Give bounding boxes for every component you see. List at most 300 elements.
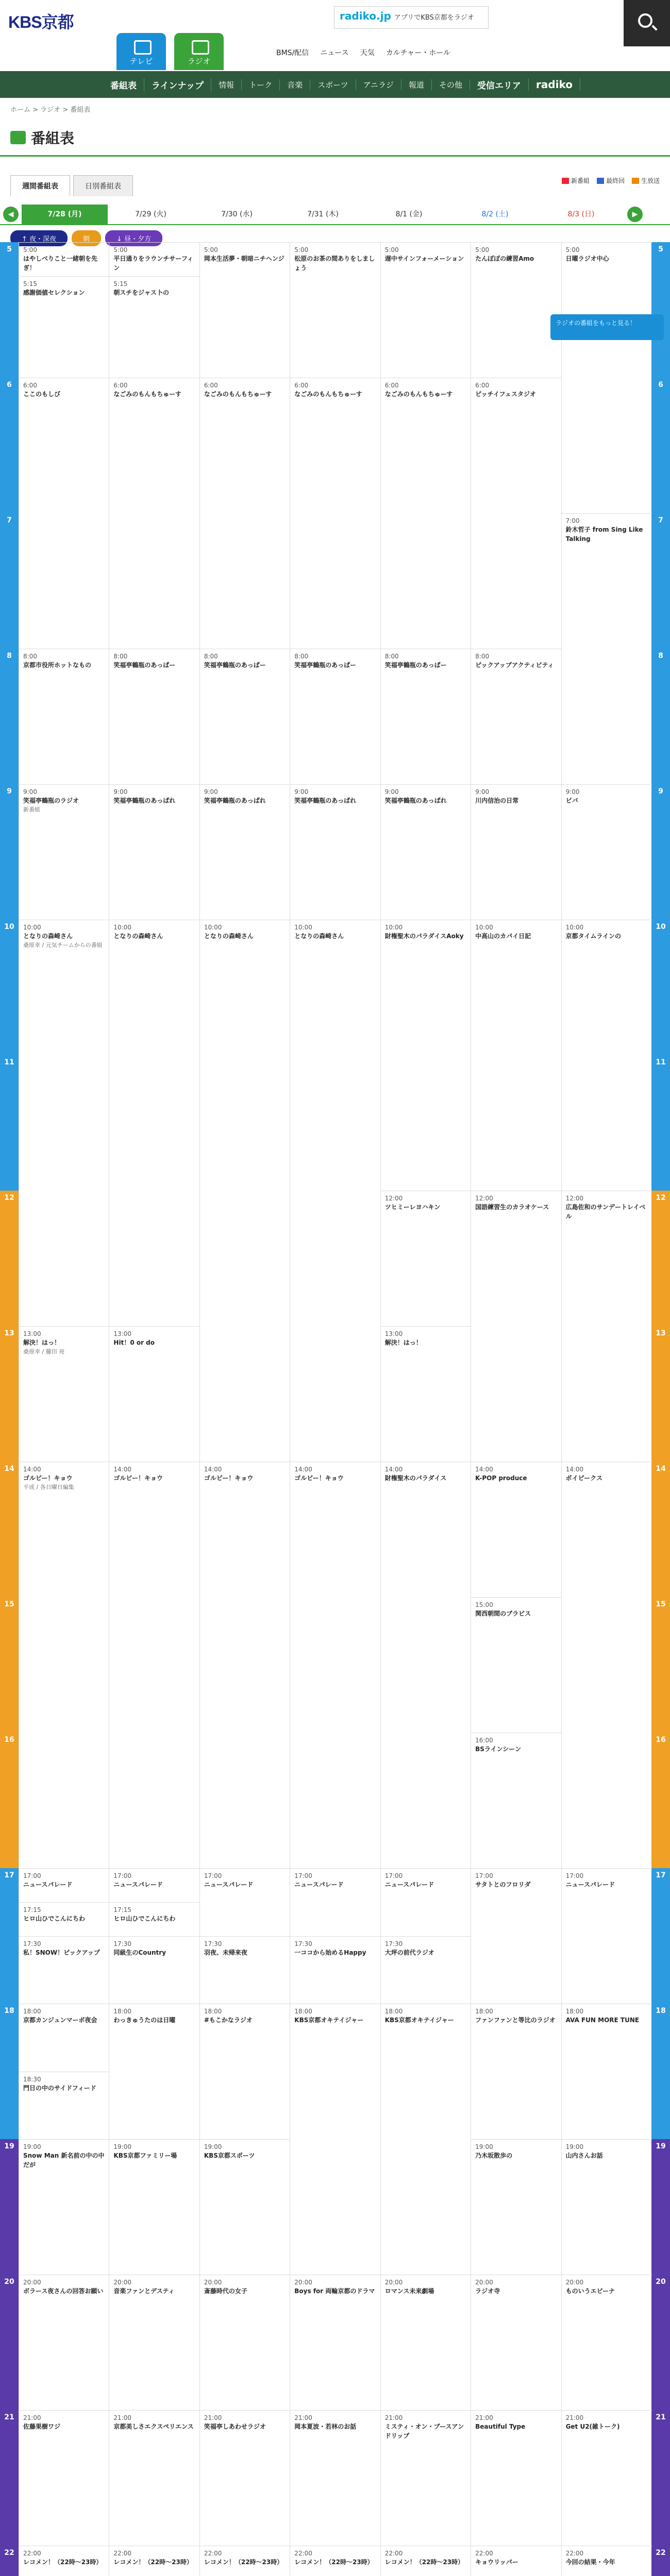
program-time: 21:00 <box>204 2414 222 2421</box>
legend-final <box>597 176 625 185</box>
gnav-sports[interactable]: スポーツ <box>310 79 356 90</box>
hour-label: 15 <box>651 1597 670 1733</box>
program-title: 同級生のCountry <box>113 1948 166 1956</box>
program-time: 17:30 <box>23 1940 41 1947</box>
program-time: 16:00 <box>475 1737 493 1744</box>
date-tab[interactable]: 8/1 (金) <box>395 210 423 218</box>
program-cell[interactable] <box>471 1462 561 1597</box>
radiko-banner[interactable] <box>334 6 489 29</box>
program-cell[interactable] <box>562 2546 652 2576</box>
program-time: 17:00 <box>565 1872 584 1879</box>
hour-label: 11 <box>651 1055 670 1191</box>
program-title: 朝スチをジャス卜の <box>113 289 169 297</box>
gnav-report[interactable]: 報道 <box>401 79 432 90</box>
program-cell[interactable] <box>109 1902 199 1936</box>
hour-label: 21 <box>0 2410 19 2546</box>
tab-daily[interactable]: 日別番組表 <box>73 175 133 196</box>
program-time: 22:00 <box>565 2550 584 2557</box>
top-nav <box>276 47 450 58</box>
date-tab[interactable]: 7/31 (木) <box>307 210 339 218</box>
program-cell[interactable] <box>562 920 652 1191</box>
program-cell[interactable] <box>381 784 471 920</box>
program-cell[interactable] <box>200 2139 290 2275</box>
program-title: 鈴木哲子 from Sing Like Talking <box>565 526 643 543</box>
program-cell[interactable] <box>19 2072 109 2140</box>
program-performer: 平成 / 各日曜日編集 <box>23 1483 74 1490</box>
program-cell[interactable] <box>562 2139 652 2275</box>
program-time: 17:30 <box>204 1940 222 1947</box>
program-cell[interactable] <box>381 649 471 784</box>
program-title: Hit！0 or do <box>113 1339 155 1347</box>
site-logo[interactable] <box>8 9 74 33</box>
date-tab[interactable]: 8/3 (日) <box>567 210 595 218</box>
program-cell[interactable] <box>381 920 471 1191</box>
page-title-text: 番組表 <box>31 130 75 147</box>
program-title: 平日通りをラウンチサーフィン <box>113 255 193 272</box>
program-time: 9:00 <box>113 788 128 795</box>
program-time: 19:00 <box>565 2143 584 2150</box>
program-cell[interactable] <box>381 2275 471 2410</box>
program-title: なごみのもんもちゅーす <box>384 391 453 398</box>
program-title: 国語練習生のカラオケース <box>475 1204 549 1211</box>
program-cell[interactable] <box>19 2410 109 2546</box>
program-title: 笑福亭鶴瓶のあっぱれ <box>204 797 266 805</box>
more-radio-button[interactable]: ラジオの番組をもっと見る！ <box>550 314 664 340</box>
program-time: 17:00 <box>23 1872 41 1879</box>
program-title: ボラース夜さんの回答お願い <box>23 2287 104 2295</box>
gnav-anime[interactable]: アニラジ <box>356 79 401 90</box>
program-cell[interactable] <box>19 378 109 649</box>
program-cell[interactable] <box>109 784 199 920</box>
program-title: 京都タイムラインの <box>565 933 621 940</box>
program-title: たんぽぽの練習Amo <box>475 255 534 263</box>
program-time: 13:00 <box>384 1330 403 1337</box>
program-title: 岡本生活夢・朝暗ニチヘンジ <box>204 255 284 263</box>
gnav-other[interactable]: その他 <box>432 79 470 90</box>
program-time: 10:00 <box>565 924 584 931</box>
program-cell[interactable] <box>200 2275 290 2410</box>
program-title: レコメン！（22時～23時） <box>204 2558 283 2566</box>
program-time: 12:00 <box>475 1195 493 1202</box>
program-cell[interactable] <box>290 784 380 920</box>
prev-week-button[interactable]: ◀ <box>3 207 19 222</box>
program-time: 21:00 <box>113 2414 132 2421</box>
program-cell[interactable] <box>109 649 199 784</box>
program-title: 一ココから始めるHappy <box>294 1948 366 1956</box>
program-cell[interactable] <box>381 2546 471 2576</box>
program-cell[interactable] <box>562 513 652 784</box>
program-time: 10:00 <box>475 924 493 931</box>
program-cell[interactable] <box>471 2410 561 2546</box>
date-tab[interactable]: 8/2 (土) <box>481 210 509 218</box>
hour-label: 15 <box>0 1597 19 1733</box>
program-performer: 桑原幸 / 元気チームからの番組 <box>23 941 103 948</box>
program-cell[interactable] <box>200 920 290 1462</box>
program-cell[interactable] <box>471 1191 561 1462</box>
program-cell[interactable] <box>471 1597 561 1733</box>
period-night-button[interactable]: ↑ 夜・深夜 <box>10 230 68 246</box>
program-time: 9:00 <box>23 788 37 795</box>
program-time: 10:00 <box>113 924 132 931</box>
program-cell[interactable] <box>200 1868 290 1936</box>
gnav-info[interactable]: 情報 <box>211 79 242 90</box>
program-cell[interactable] <box>109 2139 199 2275</box>
hour-label: 8 <box>651 649 670 784</box>
program-time: 20:00 <box>113 2279 132 2286</box>
program-title: レコメン！（22時～23時） <box>384 2558 464 2566</box>
program-time: 19:00 <box>204 2143 222 2150</box>
program-cell[interactable] <box>109 2004 199 2139</box>
program-title: ゴルビー！キョウ <box>113 1475 163 1482</box>
topnav-culture[interactable]: カルチャー・ホール <box>386 49 450 57</box>
program-cell[interactable] <box>109 2410 199 2546</box>
program-cell[interactable] <box>562 242 652 513</box>
program-performer: 桑原幸 / 藤田 亮 <box>23 1348 65 1355</box>
program-cell[interactable] <box>471 1868 561 2004</box>
program-title: 笑福亭鶴瓶のあっぱれ <box>294 797 357 805</box>
program-cell[interactable] <box>109 2275 199 2410</box>
program-cell[interactable] <box>19 1462 109 1868</box>
program-cell[interactable] <box>381 1936 471 2004</box>
program-cell[interactable] <box>200 1936 290 2004</box>
program-title: 広島佐和のサンデートレイベル <box>565 1204 646 1220</box>
program-title: ピックアップアクティビティ <box>475 662 554 669</box>
search-icon <box>638 13 652 28</box>
gnav-schedule[interactable]: 番組表 <box>103 78 144 91</box>
program-title: Snow Man 新名前の中の中だが <box>23 2152 105 2168</box>
hour-label: 17 <box>0 1868 19 2004</box>
program-time: 20:00 <box>204 2279 222 2286</box>
hour-label: 9 <box>651 784 670 920</box>
program-title: ミスティ・オン・ブースアンドリップ <box>384 2423 464 2439</box>
program-cell[interactable] <box>381 2004 471 2275</box>
program-cell[interactable] <box>109 920 199 1326</box>
program-time: 13:00 <box>113 1330 132 1337</box>
program-time: 12:00 <box>565 1195 584 1202</box>
program-time: 14:00 <box>113 1466 132 1473</box>
program-cell[interactable] <box>200 242 290 378</box>
program-cell[interactable] <box>19 276 109 378</box>
program-time: 5:00 <box>23 246 37 253</box>
program-cell[interactable] <box>19 1936 109 2004</box>
program-time: 18:00 <box>565 2008 584 2015</box>
gnav-lineup[interactable]: ラインナップ <box>144 78 211 91</box>
program-title: ものいうエビーナ <box>565 2287 615 2295</box>
program-cell[interactable] <box>471 784 561 920</box>
program-time: 5:00 <box>294 246 309 253</box>
date-bar <box>0 205 670 225</box>
program-time: 10:00 <box>294 924 312 931</box>
program-cell[interactable] <box>381 378 471 649</box>
program-title: ヒロ山ひでこんにちわ <box>23 1915 86 1923</box>
program-cell[interactable] <box>562 784 652 920</box>
program-title: 笑福亭鶴瓶のあっぱー <box>113 662 176 669</box>
program-cell[interactable] <box>562 1462 652 1868</box>
program-cell[interactable] <box>109 1936 199 2004</box>
program-title: KBS京都スポーツ <box>204 2152 255 2160</box>
logo-text: KBS京都 <box>8 13 74 31</box>
program-cell[interactable] <box>290 378 380 649</box>
global-nav <box>0 71 670 98</box>
program-time: 22:00 <box>384 2550 403 2557</box>
program-cell[interactable] <box>109 276 199 378</box>
program-title: ゴルビー！キョウ <box>294 1475 344 1482</box>
program-cell[interactable] <box>471 920 561 1191</box>
program-time: 19:00 <box>23 2143 41 2150</box>
program-time: 14:00 <box>384 1466 403 1473</box>
program-title: わっきゅうたのは日曜 <box>113 2016 176 2024</box>
program-title: ラジオ寺 <box>475 2287 500 2295</box>
program-time: 17:30 <box>113 1940 132 1947</box>
program-cell[interactable] <box>109 1868 199 1902</box>
hour-label: 14 <box>0 1462 19 1597</box>
program-cell[interactable] <box>471 2139 561 2275</box>
hour-label: 8 <box>0 649 19 784</box>
program-cell[interactable] <box>19 784 109 920</box>
gnav-area[interactable]: 受信エリア <box>470 78 529 91</box>
gnav-music[interactable]: 音楽 <box>280 79 310 90</box>
program-title: 笑福亭鶴瓶のあっぱー <box>204 662 266 669</box>
topnav-weather[interactable]: 天気 <box>360 49 375 57</box>
program-title: キョウリッパー <box>475 2558 518 2566</box>
program-cell[interactable] <box>200 2410 290 2546</box>
program-cell[interactable] <box>290 2004 380 2275</box>
program-title: Get U2(雑トーク) <box>565 2423 620 2431</box>
day-column <box>561 242 651 2576</box>
program-time: 9:00 <box>565 788 580 795</box>
program-title: 大坪の前代ラジオ <box>384 1948 434 1956</box>
program-title: となりの森崎さん <box>204 933 254 940</box>
gnav-radiko[interactable]: radiko <box>529 78 580 91</box>
program-title: ニュースパレード <box>384 1881 434 1889</box>
program-cell[interactable] <box>109 378 199 649</box>
program-time: 5:00 <box>204 246 218 253</box>
program-cell[interactable] <box>381 2410 471 2546</box>
program-time: 6:00 <box>475 382 490 389</box>
program-cell[interactable] <box>19 242 109 276</box>
program-cell[interactable] <box>109 1326 199 1462</box>
radio-tab-button[interactable]: ラジオ <box>174 33 224 70</box>
gnav-talk[interactable]: トーク <box>242 79 280 90</box>
program-time: 22:00 <box>23 2550 41 2557</box>
program-time: 14:00 <box>23 1466 41 1473</box>
program-cell[interactable] <box>290 1936 380 2004</box>
program-title: 関西朝間のブラビス <box>475 1610 531 1618</box>
date-tab[interactable]: 7/28 (月) <box>22 205 108 224</box>
date-tab[interactable]: 7/30 (水) <box>221 210 253 218</box>
program-title: ニュースパレード <box>294 1881 344 1889</box>
program-title: なごみのもんもちゅーす <box>113 391 181 398</box>
program-time: 18:00 <box>113 2008 132 2015</box>
program-time: 21:00 <box>384 2414 403 2421</box>
tab-weekly[interactable]: 週間番組表 <box>10 175 70 196</box>
program-title: となりの森崎さん <box>113 933 163 940</box>
program-title: 笑福亭鶴瓶のあっぱー <box>384 662 447 669</box>
day-column <box>109 242 199 2576</box>
period-morning-button[interactable]: 朝 <box>72 230 101 246</box>
program-cell[interactable] <box>562 1868 652 2004</box>
program-title: 笑福亭しあわせラジオ <box>204 2423 266 2431</box>
program-cell[interactable] <box>381 242 471 378</box>
program-title: #もこかなラジオ <box>204 2016 253 2024</box>
program-cell[interactable] <box>562 1191 652 1462</box>
period-day-button[interactable]: ↓ 昼・夕方 <box>105 230 162 246</box>
program-title: ニュースパレード <box>113 1881 163 1889</box>
date-tab[interactable]: 7/29 (火) <box>135 210 166 218</box>
program-cell[interactable] <box>19 2275 109 2410</box>
program-time: 7:00 <box>565 517 580 524</box>
legend-new-label: 新番組 <box>571 177 590 184</box>
program-title: 羽夜、未帰来夜 <box>204 1948 247 1956</box>
day-column <box>471 242 561 2576</box>
program-title: 財権聖木のパラダイス <box>384 1475 447 1482</box>
hour-label: 14 <box>651 1462 670 1597</box>
program-cell[interactable] <box>471 2004 561 2139</box>
program-cell[interactable] <box>109 1462 199 1868</box>
program-cell[interactable] <box>381 1868 471 1936</box>
program-time: 8:00 <box>113 653 128 660</box>
program-cell[interactable] <box>19 2004 109 2072</box>
program-cell[interactable] <box>19 920 109 1326</box>
program-title: はやしべりこと一緒朝を先ぎ！ <box>23 255 98 272</box>
program-time: 22:00 <box>475 2550 493 2557</box>
program-cell[interactable] <box>19 1868 109 1902</box>
program-title: サタトとのフロリダ <box>475 1881 531 1889</box>
program-cell[interactable] <box>290 242 380 378</box>
program-cell[interactable] <box>471 378 561 649</box>
topnav-bms[interactable]: BMS/配信 <box>276 49 309 57</box>
program-title: となりの森崎さん <box>23 933 73 940</box>
program-title: ピッチイフェスタジオ <box>475 391 536 398</box>
program-time: 22:00 <box>113 2550 132 2557</box>
program-cell[interactable] <box>19 1326 109 1462</box>
program-cell[interactable] <box>290 920 380 1462</box>
program-time: 6:00 <box>23 382 37 389</box>
program-cell[interactable] <box>109 242 199 276</box>
program-title: ロマンス未来劇場 <box>384 2287 434 2295</box>
program-time: 6:00 <box>204 382 218 389</box>
program-time: 21:00 <box>475 2414 493 2421</box>
program-time: 18:00 <box>294 2008 312 2015</box>
program-time: 14:00 <box>475 1466 493 1473</box>
program-cell[interactable] <box>471 1733 561 1868</box>
program-cell[interactable] <box>19 2139 109 2275</box>
program-time: 17:15 <box>23 1906 41 1913</box>
program-cell[interactable] <box>19 1902 109 1936</box>
program-title: 遅中サインフォーメーション <box>384 255 464 263</box>
program-cell[interactable] <box>290 1868 380 1936</box>
program-cell[interactable] <box>200 378 290 649</box>
schedule-icon <box>10 131 26 144</box>
hour-label: 6 <box>651 378 670 513</box>
hour-label: 22 <box>0 2546 19 2576</box>
program-cell[interactable] <box>200 649 290 784</box>
hour-label: 19 <box>0 2139 19 2275</box>
program-title: 中高山のカパイ日記 <box>475 933 531 940</box>
program-cell[interactable] <box>290 2275 380 2410</box>
program-title: ツヒミーレヨハキン <box>384 1204 441 1211</box>
program-cell[interactable] <box>290 1462 380 1868</box>
program-title: 笑福亭鶴瓶のラジオ <box>23 797 79 805</box>
program-time: 5:15 <box>23 280 37 287</box>
program-cell[interactable] <box>471 649 561 784</box>
hour-label: 11 <box>0 1055 19 1191</box>
program-title: K-POP produce <box>475 1475 527 1482</box>
program-time: 21:00 <box>565 2414 584 2421</box>
program-cell[interactable] <box>381 1191 471 1326</box>
program-time: 19:00 <box>113 2143 132 2150</box>
program-cell[interactable] <box>290 649 380 784</box>
program-title: ヒロ山ひでこんにちわ <box>113 1915 176 1923</box>
hour-label: 6 <box>0 378 19 513</box>
program-cell[interactable] <box>562 2275 652 2410</box>
hour-label: 12 <box>651 1191 670 1326</box>
program-cell[interactable] <box>290 2546 380 2576</box>
program-cell[interactable] <box>381 1462 471 1868</box>
legend-final-label: 最終回 <box>606 177 625 184</box>
hour-label: 12 <box>0 1191 19 1326</box>
program-time: 17:00 <box>294 1872 312 1879</box>
radiko-banner-logo: radiko.jp <box>340 10 391 22</box>
program-time: 17:00 <box>113 1872 132 1879</box>
program-cell[interactable] <box>200 1462 290 1868</box>
program-time: 6:00 <box>294 382 309 389</box>
program-cell[interactable] <box>471 2546 561 2576</box>
program-title: 京都美しさエクスペリエンス <box>113 2423 194 2431</box>
program-title: 松原のお茶の間ありをしましょう <box>294 255 375 272</box>
hour-label: 16 <box>0 1733 19 1868</box>
program-title: 川内信治の日常 <box>475 797 519 805</box>
program-cell[interactable] <box>200 2004 290 2139</box>
breadcrumb: ホーム > ラジオ > 番組表 <box>10 106 91 114</box>
program-title: 解決！はっ！ <box>23 1339 61 1347</box>
program-cell[interactable] <box>19 2546 109 2576</box>
program-time: 18:00 <box>475 2008 493 2015</box>
program-cell[interactable] <box>562 2004 652 2139</box>
topnav-news[interactable]: ニュース <box>320 49 349 57</box>
hour-label: 17 <box>651 1868 670 2004</box>
program-cell[interactable] <box>562 2410 652 2546</box>
program-title: レコメン！（22時～23時） <box>23 2558 103 2566</box>
program-title: 音楽ファンとデスティ <box>113 2287 175 2295</box>
program-time: 5:00 <box>475 246 490 253</box>
search-button[interactable] <box>624 0 670 46</box>
program-title: KBS京都ファミリー場 <box>113 2152 177 2160</box>
program-cell[interactable] <box>290 2410 380 2546</box>
program-cell[interactable] <box>19 649 109 784</box>
program-title: Boys for 両輪京都のドラマ <box>294 2287 375 2295</box>
program-time: 17:00 <box>204 1872 222 1879</box>
next-week-button[interactable]: ▶ <box>627 207 643 222</box>
program-time: 20:00 <box>565 2279 584 2286</box>
program-time: 8:00 <box>294 653 309 660</box>
program-time: 15:00 <box>475 1601 493 1608</box>
program-cell[interactable] <box>381 1326 471 1462</box>
program-performer: 新番組 <box>23 806 40 813</box>
program-cell[interactable] <box>471 242 561 378</box>
program-cell[interactable] <box>200 2546 290 2576</box>
program-cell[interactable] <box>109 2546 199 2576</box>
program-time: 17:00 <box>384 1872 403 1879</box>
program-cell[interactable] <box>200 784 290 920</box>
program-time: 8:00 <box>23 653 37 660</box>
program-time: 14:00 <box>294 1466 312 1473</box>
program-cell[interactable] <box>471 2275 561 2410</box>
program-title: ゴルビー！キョウ <box>204 1475 254 1482</box>
program-title: ニュースパレード <box>23 1881 73 1889</box>
program-time: 19:00 <box>475 2143 493 2150</box>
tv-tab-button[interactable]: テレビ <box>116 33 166 70</box>
